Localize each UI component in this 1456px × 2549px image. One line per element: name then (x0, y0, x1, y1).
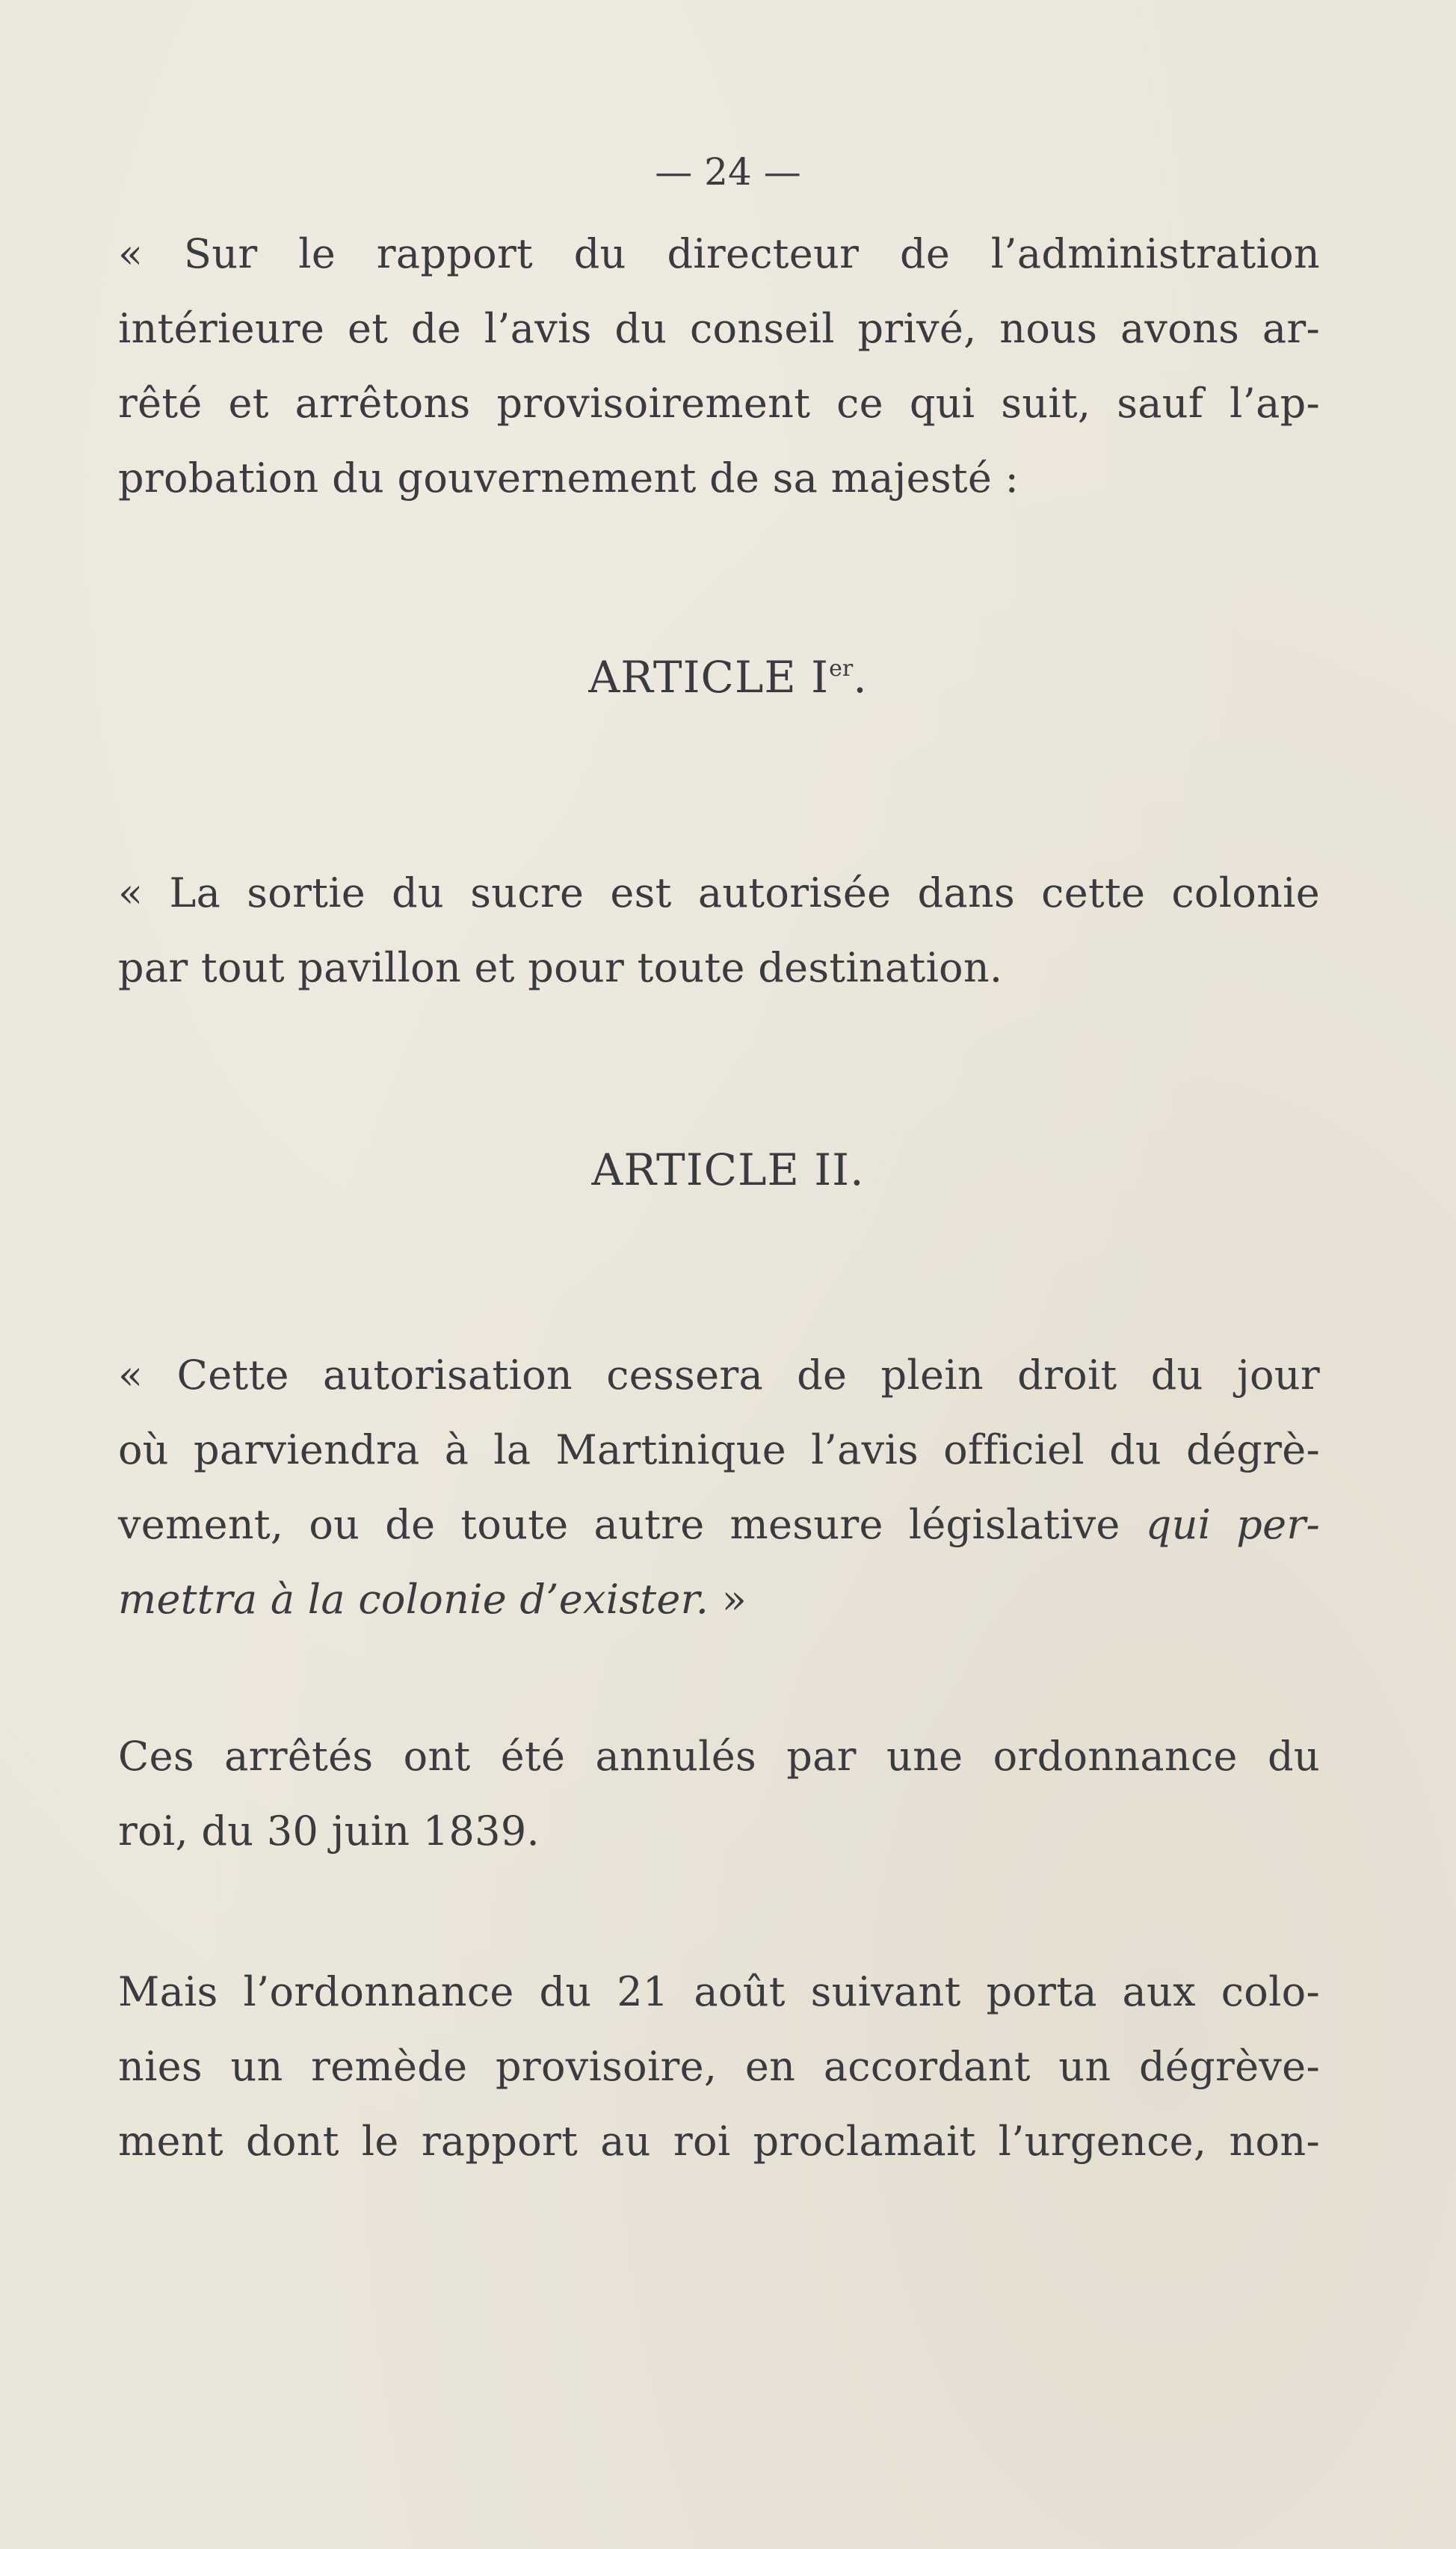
article-2-heading: ARTICLE II. (591, 1144, 865, 1195)
text-line: mettra à la colonie d’exister. » (118, 1576, 747, 1623)
text-line: rêté et arrêtons provisoirement ce qui suit, sauf l’ap- (118, 380, 1320, 427)
text-line: « Cette autorisation cessera de plein droit du jour (118, 1351, 1320, 1399)
text-line: ment dont le rapport au roi proclamait l’urgence, non- (118, 2118, 1320, 2165)
text-line: Ces arrêtés ont été annulés par une ordonnance du (118, 1733, 1320, 1780)
text-line: intérieure et de l’avis du conseil privé, nous avons ar- (118, 305, 1320, 352)
text-line: roi, du 30 juin 1839. (118, 1807, 540, 1855)
article-1-heading: ARTICLE Ier. (588, 652, 868, 703)
text-line: « Sur le rapport du directeur de l’administration (118, 230, 1320, 277)
text-line: « La sortie du sucre est autorisée dans cette colonie (118, 869, 1320, 916)
text-line: vement, ou de toute autre mesure législative qui per- (118, 1501, 1321, 1548)
text-line: par tout pavillon et pour toute destination. (118, 944, 1003, 991)
page-number: — 24 — (655, 150, 801, 194)
text-line: Mais l’ordonnance du 21 août suivant porta aux colo- (118, 1968, 1320, 2015)
text-line: nies un remède provisoire, en accordant un dégrève- (118, 2043, 1320, 2090)
text-line: probation du gouvernement de sa majesté : (118, 454, 1019, 502)
text-line: où parviendra à la Martinique l’avis officiel du dégrè- (118, 1426, 1320, 1473)
